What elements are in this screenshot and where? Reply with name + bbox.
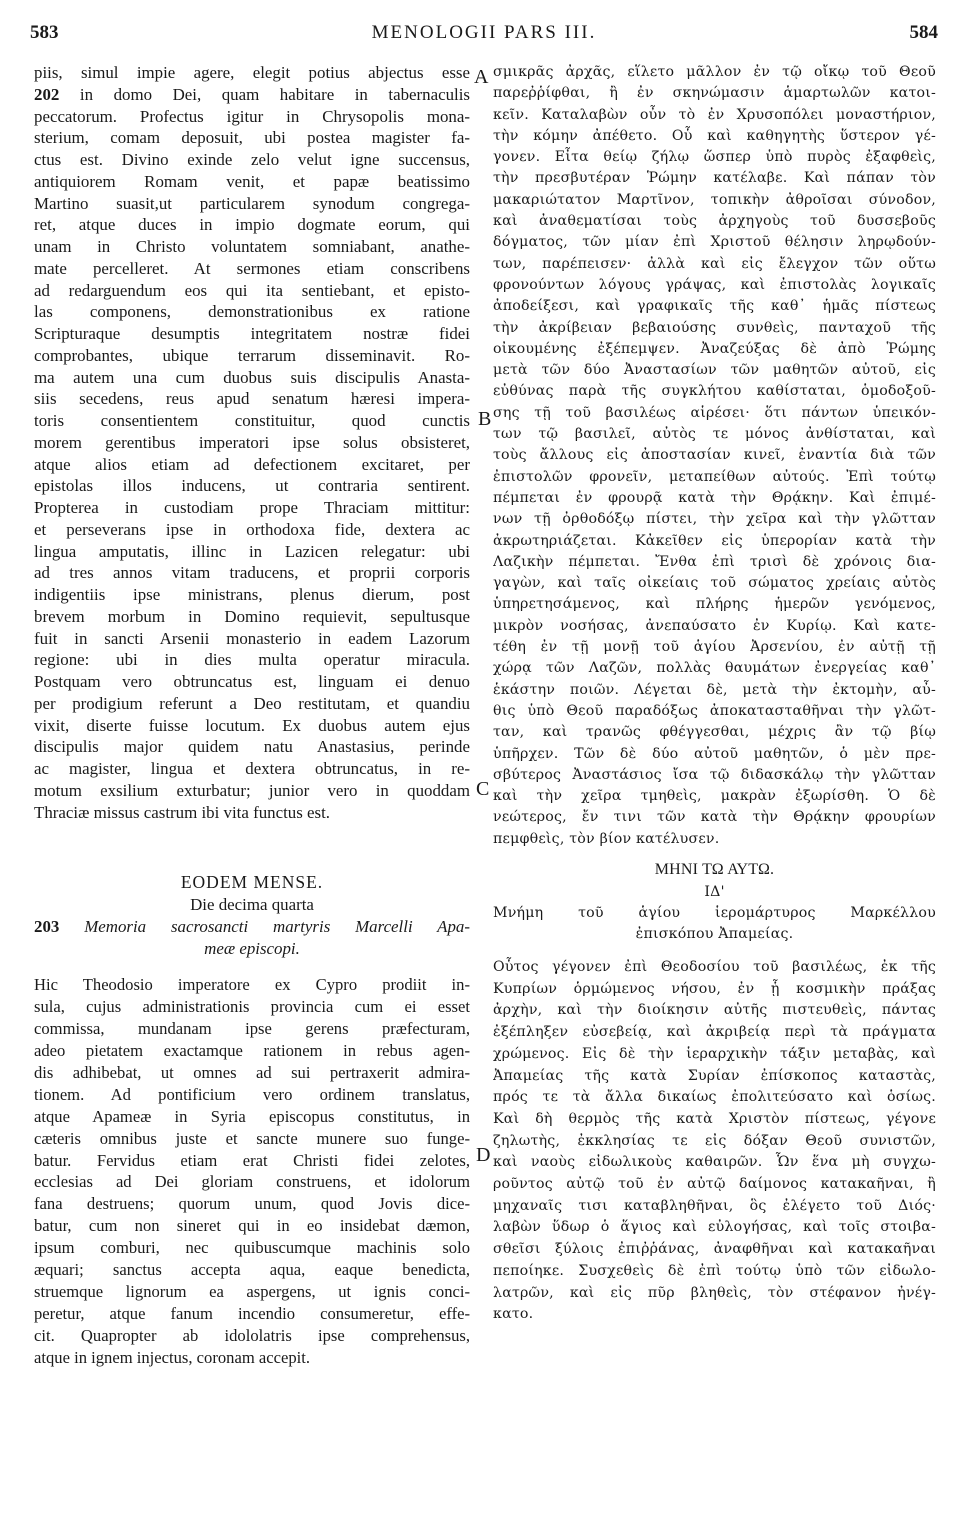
latin-text-line: cit. Quapropter ab idololatris ipse comprehensus, <box>34 1325 470 1345</box>
greek-text-line: σμικρᾶς ἀρχᾶς, εἵλετο μᾶλλον ἐν τῷ οἴκῳ τοῦ Θεοῦ <box>493 64 936 80</box>
latin-text-line: tionem. Ad pontificium vero ordinem translatus, <box>34 1084 470 1104</box>
greek-text-line: καὶ ναοὺς εἰδωλικοὺς καθαιρῶν. Ὧν ἕνα μὴ συγχω- <box>493 1154 936 1171</box>
column-marker-b: B <box>478 408 492 430</box>
latin-text-line: ad tres annos vitam traducens, et proprii corporis <box>34 563 470 583</box>
greek-text-line: πεμφθεὶς, τὸν βίον κατέλυσεν. <box>493 830 720 847</box>
latin-month-heading: EODEM MENSE. <box>180 872 324 893</box>
latin-text-line: ecclesias ad Dei gloriam construens, et idolorum <box>34 1172 470 1192</box>
greek-text-line: ἀρχὴν, καὶ τὴν διοίκησιν αὐτῆς πιστευθεὶς, πάντας <box>493 1002 936 1019</box>
greek-text-line: καὶ τὴν χεῖρα τμηθεὶς, μακρὰν ἐξωρίσθη. Ὁ δὲ <box>493 788 936 805</box>
latin-text-line: lingua amputatis, illinc in Lazicen relegatur: ubi <box>34 541 470 561</box>
greek-text-line: των τῷ βασιλεῖ, αὐτὸς τε μόνος ἀνθίσταται, καὶ <box>493 426 936 443</box>
right-page-number: 584 <box>909 22 938 43</box>
column-marker-a: A <box>474 66 489 88</box>
greek-text-line: ζηλωτὴς, ἐκκλησίας τε εἰς δόξαν Θεοῦ συνιστῶν, <box>493 1132 936 1149</box>
section-number-203: 203 <box>34 917 60 937</box>
greek-text-line: τὴν πρεσβυτέραν Ῥώμην κατέλαβε. Καὶ πάπαν τὸν <box>493 170 936 187</box>
latin-text-line: cæteris omnibus juste et sancte munere suo funge- <box>34 1128 470 1148</box>
greek-text-line: Κυπρίων ὁρμώμενος νήσου, ἐν ᾗ κοσμικὴν πράξας <box>493 980 936 997</box>
latin-text-line: 202 in domo Dei, quam habitare in tabernaculis <box>34 84 470 104</box>
greek-text-line: μακαριώτατον Μαρτῖνον, τοπικὴν ἀθροῖσαι σύνοδον, <box>493 191 936 208</box>
greek-text-line: Λαζικὴν πέμπεται. Ἔνθα ἐπὶ τρισὶ δὲ χρόνοις δια- <box>493 553 936 570</box>
greek-day-heading: ΙΔ' <box>704 883 725 900</box>
latin-text-line: discipulis major quidem natu Anastasius, perinde <box>34 737 470 757</box>
latin-text-line: Postquam vero obtruncatus est, linguam ei denuo <box>34 672 470 691</box>
latin-text-line: batur. Fervidus etiam erat Christi fidei zelotes, <box>34 1150 470 1170</box>
latin-text-line: toris consentientem constituitur, quod cunctis <box>34 411 470 430</box>
running-title: MENOLOGII PARS III. <box>371 22 597 43</box>
latin-memoria-line-1: Memoria sacrosancti martyris Marcelli Apa- <box>84 917 470 937</box>
latin-text-line: piis, simul impie agere, elegit potius abjectus esse <box>34 63 470 82</box>
latin-text-line: atque in ignem injectus, coronam accepit. <box>34 1347 311 1367</box>
greek-text-line: καὶ ἀναθεματίσαι τοὺς ἀρχηγοὺς τοῦ δυσσεβοῦς <box>493 213 936 230</box>
page-header <box>30 22 938 50</box>
greek-text-line: ὑπῆρχεν. Τῶν δὲ δύο αὐτοῦ μαθητῶν, ὁ μὲν πρε- <box>493 745 936 762</box>
greek-text-line: ἐξέπληξεν εὐσεβείᾳ, καὶ ἀκριβείᾳ περὶ τὰ πράγματα <box>493 1024 936 1041</box>
greek-text-line: ταν, καὶ τρανῶς φθέγγεσθαι, μέχρις ἂν τῷ βίῳ <box>493 724 936 741</box>
greek-text-line: χώρᾳ τῶν Λαζῶν, πολλὰς θαυμάτων ἐνεργείας καθ᾽ <box>493 660 936 677</box>
greek-text-line: γονεν. Εἶτα θείῳ ζήλῳ ὥσπερ ὑπὸ πυρὸς ἐξαφθεὶς, <box>493 149 936 166</box>
greek-text-line: σθεῖσι ξύλοις ἐπιῤῥάνας, ἀναφθῆναι καὶ κατακαῆναι <box>493 1241 936 1258</box>
latin-text-line: mate percelleret. At sermones etiam conscribens <box>34 258 470 278</box>
greek-text-line: ὑπηρετησάμενος, καὶ πλήρης ἡμερῶν γενόμενος, <box>493 596 936 613</box>
greek-text-line: τὴν κόμην ἀπέθετο. Οὗ καὶ καθηγητὴς ὕστερον γέ- <box>493 127 936 144</box>
greek-text-line: εὐθύνας παρὰ τῆς συγκλήτου καθίσταται, ὁμοδοξοῦ- <box>493 383 936 400</box>
greek-text-line: νων τῇ ὀρθοδόξῳ πίστει, τὴν χεῖρα καὶ τὴν γλῶτταν <box>493 511 936 528</box>
greek-text-line: Ἀπαμείας τῆς κατὰ Συρίαν ἐπίσκοπος καταστὰς, <box>493 1067 936 1084</box>
latin-text-line: regione: ubi in dies multa operatur miracula. <box>34 650 470 670</box>
greek-text-line: σβύτερος Ἀναστάσιος ἴσα τῷ διδασκάλῳ τὴν γλῶτταν <box>493 766 936 783</box>
greek-column <box>493 62 936 1326</box>
greek-paragraph-2 <box>493 957 936 1326</box>
latin-text-line: ma autem una cum duobus suis discipulis Anasta- <box>34 367 470 387</box>
latin-text-line: batur, cum non sineret qui in eo insidebat dæmon, <box>34 1216 470 1236</box>
latin-text-line: morem gerentibus imperatori ipse solus obsisteret, <box>34 432 470 452</box>
latin-text-line: struemque lignorum ea aspergens, ut ignis conci- <box>34 1281 470 1301</box>
section-number-202: 202 <box>34 84 80 104</box>
greek-text-line: μετὰ τῶν δύο Ἀναστασίων τῶν μαθητῶν αὐτοῦ, εἰς <box>493 362 936 379</box>
latin-text-line: commissa, mundanam ipse gerens præfecturam, <box>34 1019 470 1039</box>
greek-text-line: γαγὼν, καὶ ταῖς οἰκείαις τοῦ σώματος χρείαις αὐτὸς <box>493 575 936 592</box>
greek-text-line: λαβὼν ὕδωρ ὁ ἅγιος καὶ εὐλογήσας, καὶ τοῖς στοιβα- <box>493 1219 936 1236</box>
latin-text-line: peccatorum. Profectus igitur in Chrysopolis mona- <box>34 106 470 126</box>
latin-text-line: ctus est. Divino exinde zelo velut igne succensus, <box>34 150 470 169</box>
latin-text-line: atque Apameæ in Syria episcopus constitutus, in <box>34 1106 470 1126</box>
greek-text-line: θις ὑπὸ Θεοῦ παραδόξως ἀποκατασταθῆναι τὴν γλῶτ- <box>493 702 936 719</box>
latin-text-line: adeo pietatem exactamque rationem in rebus agen- <box>34 1040 470 1060</box>
latin-memoria-line-2: meæ episcopi. <box>204 939 300 959</box>
greek-month-heading: ΜΗΝΙ ΤΩ ΑΥΤΩ. <box>654 860 775 878</box>
latin-text-line: brevem morbum in Domino requievit, sepultusque <box>34 606 470 626</box>
latin-text-line: atque alios etiam ad defectionem excitaret, per <box>34 454 470 474</box>
latin-memoria-title <box>34 916 470 938</box>
greek-paragraph-1 <box>493 62 936 850</box>
greek-text-line: των, παρέπεισεν· ἀλλὰ καὶ εἰς ἔλεγχον τῶν οὕτω <box>493 255 936 272</box>
latin-text-line: vixit, diserte fuisse locutum. Ex duobus autem ejus <box>34 715 470 735</box>
greek-text-line: πεποίηκε. Συσχεθεὶς δὲ ἐπὶ τούτῳ ὑπὸ τῶν εἰδωλο- <box>493 1262 936 1279</box>
latin-paragraph-2 <box>34 974 470 1368</box>
greek-text-line: παρεῤῥίφθαι, ἢ ἐν σκηνώμασιν ἁμαρτωλῶν κατοι- <box>493 85 936 102</box>
latin-text-line: per prodigium referunt a Deo restitutam, et quandiu <box>34 693 470 713</box>
greek-text-line: τοὺς ἄλλους εἰς ἀποστασίαν κινεῖ, ἐναντία διὰ τῶν <box>493 447 936 464</box>
latin-day-heading: Die decima quarta <box>190 895 314 915</box>
greek-text-line: κατο. <box>493 1306 534 1323</box>
greek-text-line: τέθη ἐν τῇ μονῇ τοῦ ἁγίου Ἀρσενίου, ἐν αὐτῇ τῇ <box>493 639 936 656</box>
greek-text-line: οἰκουμένης ἐξέπεμψεν. Ἀναζεύξας δὲ ἀπὸ Ῥώμης <box>493 340 936 357</box>
latin-text-line: fana destruens; quorum unum, quod Jovis dice- <box>34 1194 470 1214</box>
latin-text-line: comprobantes, ubique terrarum disseminavit. Ro- <box>34 345 470 365</box>
greek-text-line: σης τῇ τοῦ βασιλέως αἱρέσει· ὅτι πάντων ὑπεικόν- <box>493 404 936 421</box>
latin-text-line: Propterea in custodiam prope Thraciam mittitur: <box>34 498 470 517</box>
latin-text-line: Scripturaque desumptis integritatem nostræ fidei <box>34 324 470 343</box>
latin-text-line: siis secedens, reus apud senatum hæresi impera- <box>34 389 470 409</box>
latin-text-line: dis adhibebat, ut omnes ad sui pertraxerit admira- <box>34 1062 470 1082</box>
latin-text-line: ret, atque duces in impio dogmate eorum, qui <box>34 215 470 235</box>
greek-text-line: τὴν ἀκρίβειαν βεβαιούσης συνθεὶς, πανταχοῦ τῆς <box>493 319 936 336</box>
latin-text-line: sterium, comam deposuit, ubi postea magister fa- <box>34 128 470 148</box>
latin-text-line: unam in Christo voluntatem somniabant, anathe- <box>34 237 470 256</box>
latin-text-line: ac magister, lingua et dextera obtruncatus, in re- <box>34 759 470 778</box>
greek-text-line: ἀκρωτηριάζεται. Κἀκεῖθεν εἰς ὑπερορίαν κατὰ τὴν <box>493 532 936 549</box>
greek-text-line: χρώμενος. Εἰς δὲ τὴν ἱεραρχικὴν τάξιν μεταβὰς, καὶ <box>493 1045 936 1062</box>
greek-text-line: μηχαναῖς τισι καταβληθῆναι, ὃς ἐλέγετο τοῦ Διός· <box>493 1197 936 1214</box>
greek-text-line: ροῦντος αὐτῷ τοῦ ἐν αὐτῷ δαίμονος κατακαῆναι, ἢ <box>493 1176 936 1193</box>
greek-text-line: πέμπεται ἐν φρουρᾷ κατὰ τὴν Θρᾴκην. Καὶ ἐπιμέ- <box>493 489 936 506</box>
latin-text-line: sula, cujus administrationis provincia cum ei esset <box>34 997 470 1017</box>
greek-text-line: Καὶ δὴ θερμὸς τῆς κατὰ Χριστὸν πίστεως, γέγονε <box>493 1110 936 1127</box>
latin-text-line: las componens, demonstrationibus ex ratione <box>34 302 470 322</box>
greek-text-line: κεῖν. Καταλαβὼν οὖν τὸ ἐν Χρυσοπόλει μοναστήριον, <box>493 106 936 123</box>
latin-text-line: motum exsilium exturbatur; junior vero in quoddam <box>34 780 470 800</box>
left-page-number: 583 <box>30 22 59 43</box>
greek-text-line: μικρὸν νοσήσας, ἀνεπαύσατο ἐν Κυρίῳ. Καὶ κατε- <box>493 617 936 634</box>
greek-text-line: ἑκάστην ποιῶν. Λέγεται δὲ, μετὰ τὴν ἐκτομὴν, αὖ- <box>493 681 936 698</box>
greek-text-line: λατρῶν, καὶ εἰς πῦρ βληθεὶς, τὸν στέφανον ἠνέγ- <box>493 1284 936 1301</box>
latin-column <box>34 62 470 1369</box>
greek-text-line: δόγματος, τῶν μίαν ἐπὶ Χριστοῦ θέλησιν ληρῳδούν- <box>493 234 936 251</box>
latin-text-line: ipsum comburi, nec quibuscumque machinis solo <box>34 1238 470 1258</box>
greek-memoria-line-1: Μνήμη τοῦ ἁγίου ἱερομάρτυρος Μαρκέλλου <box>493 904 936 921</box>
latin-paragraph-1 <box>34 62 470 823</box>
latin-text-line: Thraciæ missus castrum ibi vita functus est. <box>34 802 331 822</box>
greek-text-line: πρός τε τὰ ἄλλα δικαίως ἐπολιτεύσατο καὶ ὁσίως. <box>493 1089 936 1106</box>
latin-text-line: fuit in sancti Arsenii monasterio in eadem Lazorum <box>34 628 470 648</box>
column-marker-c: C <box>476 778 490 800</box>
column-marker-d: D <box>476 1144 491 1166</box>
latin-text-line: Martino suasit,ut particularem synodum congrega- <box>34 193 470 213</box>
greek-text-line: Οὗτος γέγονεν ἐπὶ Θεοδοσίου τοῦ βασιλέως, ἐκ τῆς <box>493 958 936 975</box>
latin-text-line: et perseverans ipse in orthodoxa fide, dextera ac <box>34 519 470 539</box>
latin-text-line: ad redarguendum eos qui ita sentiebant, et episto- <box>34 280 470 300</box>
latin-text-line: æquari; sanctus accepta aqua, eaque benedicta, <box>34 1260 470 1280</box>
latin-text-line: indigentiis ipse ministrans, plenus dierum, post <box>34 585 470 604</box>
greek-text-line: νεώτερος, ἔν τινι τῶν κατὰ τὴν Θρᾴκην φρουρίων <box>493 809 936 826</box>
greek-text-line: ἀποδείξεσι, καὶ γραφικαῖς τῆς καθ᾽ ἡμᾶς πίστεως <box>493 298 936 315</box>
latin-text-line: antiquiorem Romam venit, et papæ beatissimo <box>34 171 470 191</box>
greek-memoria-line-2: ἐπισκόπου Ἀπαμείας. <box>635 925 794 942</box>
latin-text-line: peretur, atque fanum incendio consumeretur, effe- <box>34 1303 470 1323</box>
latin-text-line: Hic Theodosio imperatore ex Cypro prodiit in- <box>34 975 470 995</box>
latin-text-line: epistolas illos inducens, ut contraria sentirent. <box>34 476 470 496</box>
greek-text-line: ἐπιστολῶν φρονεῖν, μεταπείθων αὐτούς. Ἐπὶ τούτῳ <box>493 468 936 485</box>
greek-text-line: φρονούντων λόγους γράψας, καὶ ἐπιστολὰς λογικαῖς <box>493 276 936 293</box>
